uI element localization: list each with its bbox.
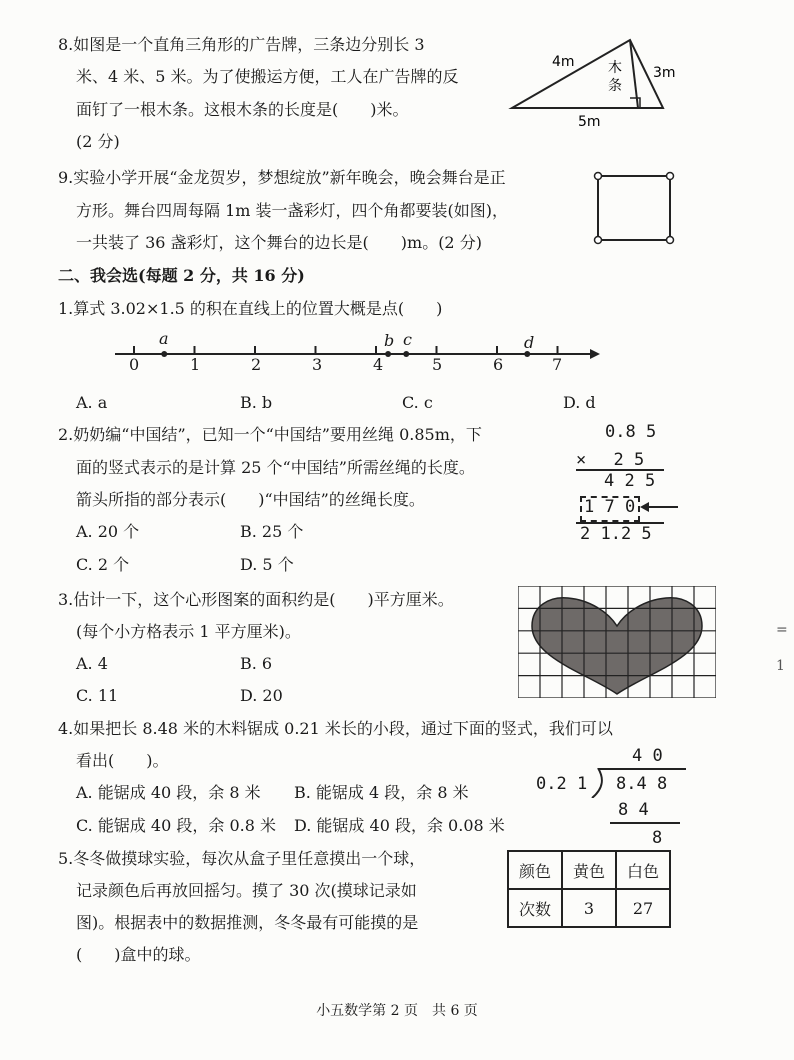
q9-line-3: 一共装了 36 盏彩灯，这个舞台的边长是( )m。(2 分): [76, 233, 482, 252]
c5-line-2: 记录颜色后再放回摇匀。摸了 30 次(摸球记录如: [76, 881, 417, 900]
c1-point-b: b: [384, 331, 395, 350]
c4-line-1: 4.如果把长 8.48 米的木料锯成 0.21 米长的小段，通过下面的竖式，我们可以: [58, 719, 613, 738]
division-bracket: [590, 768, 604, 798]
c3-option-d[interactable]: D. 20: [240, 686, 283, 705]
c2-option-b[interactable]: B. 25 个: [240, 522, 304, 541]
calc-row-1: 0.8 5: [605, 422, 657, 442]
c1-stem: 1.算式 3.02×1.5 的积在直线上的位置大概是点( ): [58, 299, 443, 318]
triangle-figure: [500, 30, 700, 130]
c4-option-b[interactable]: B. 能锯成 4 段，余 8 米: [294, 783, 469, 802]
c2-line-2: 面的竖式表示的是计算 25 个“中国结”所需丝绳的长度。: [76, 458, 475, 477]
stage-square-figure: [590, 168, 680, 250]
c1-axis-label-4: 4: [373, 355, 384, 374]
number-line-point-c: [403, 351, 409, 357]
c2-option-c[interactable]: C. 2 个: [76, 555, 130, 574]
c1-axis-label-1: 1: [190, 355, 201, 374]
table-cell: 27: [616, 889, 670, 927]
multiplication-calc: [560, 420, 680, 550]
margin-mark-2: 1: [776, 658, 785, 674]
c4-line-2: 看出( )。: [76, 751, 169, 770]
table-cell: 次数: [508, 889, 562, 927]
c2-option-a[interactable]: A. 20 个: [76, 522, 140, 541]
q9-line-2: 方形。舞台四周每隔 1m 装一盏彩灯，四个角都要装(如图)，: [76, 201, 509, 220]
table-cell: 颜色: [508, 851, 562, 889]
c1-axis-label-6: 6: [493, 355, 504, 374]
c3-option-a[interactable]: A. 4: [76, 654, 108, 673]
c1-axis-label-7: 7: [552, 355, 563, 374]
q8-line-1: 8.如图是一个直角三角形的广告牌，三条边分别长 3: [58, 35, 425, 54]
c1-axis-label-3: 3: [312, 355, 323, 374]
stick-label-1: 木: [608, 60, 622, 76]
table-row: [508, 889, 670, 927]
c4-option-a[interactable]: A. 能锯成 40 段，余 8 米: [76, 783, 261, 802]
ball-record-table: [507, 850, 671, 928]
q8-line-3: 面钉了一根木条。这根木条的长度是( )米。: [76, 100, 409, 119]
c3-option-b[interactable]: B. 6: [240, 654, 273, 673]
table-cell: 黄色: [562, 851, 616, 889]
calc-row-2: × 2 5: [576, 450, 645, 470]
calc-row-3: 4 2 5: [604, 471, 656, 491]
c1-point-c: c: [403, 330, 412, 349]
subtrahend: 8 4: [618, 800, 649, 820]
c4-option-d[interactable]: D. 能锯成 40 段，余 0.08 米: [294, 816, 505, 835]
c5-line-3: 图)。根据表中的数据推测，冬冬最有可能摸的是: [76, 913, 419, 932]
page-footer: 小五数学第 2 页 共 6 页: [316, 1003, 478, 1019]
division-calc: [536, 744, 686, 852]
calc-row-5: 2 1.2 5: [580, 524, 652, 544]
c2-line-1: 2.奶奶编“中国结”，已知一个“中国结”要用丝绳 0.85m，下: [58, 425, 482, 444]
side-3m-label: 3m: [653, 65, 676, 81]
divisor: 0.2 1: [536, 774, 588, 794]
side-5m-label: 5m: [578, 114, 601, 130]
c1-axis-label-5: 5: [432, 355, 443, 374]
c2-line-3: 箭头所指的部分表示( )“中国结”的丝绳长度。: [76, 490, 425, 509]
c1-point-a: a: [159, 329, 169, 348]
c1-option-b[interactable]: B. b: [240, 393, 273, 412]
q8-line-4: (2 分): [76, 132, 120, 151]
calc-row-4: 1 7 0: [584, 497, 636, 517]
c2-option-d[interactable]: D. 5 个: [240, 555, 294, 574]
heart-grid-figure: [518, 586, 716, 698]
c5-line-4: ( )盒中的球。: [76, 945, 201, 964]
q9-line-1: 9.实验小学开展“金龙贺岁，梦想绽放”新年晚会，晚会舞台是正: [58, 168, 506, 187]
number-line: [110, 330, 610, 380]
q8-line-2: 米、4 米、5 米。为了使搬运方便，工人在广告牌的反: [76, 67, 459, 86]
c5-line-1: 5.冬冬做摸球实验，每次从盒子里任意摸出一个球，: [58, 849, 426, 868]
c1-option-a[interactable]: A. a: [76, 393, 108, 412]
c1-option-d[interactable]: D. d: [563, 393, 596, 412]
c3-line-1: 3.估计一下，这个心形图案的面积约是( )平方厘米。: [58, 590, 454, 609]
c3-line-2: (每个小方格表示 1 平方厘米)。: [76, 622, 301, 641]
number-line-point-a: [161, 351, 167, 357]
table-cell: 白色: [616, 851, 670, 889]
margin-mark-1: =: [776, 622, 788, 638]
side-4m-label: 4m: [552, 54, 575, 70]
table-row: [508, 851, 670, 889]
remainder: 8: [652, 828, 663, 848]
table-cell: 3: [562, 889, 616, 927]
stick-label-2: 条: [608, 78, 622, 94]
section-2-title: 二、我会选(每题 2 分，共 16 分): [58, 266, 305, 285]
c1-option-c[interactable]: C. c: [402, 393, 433, 412]
quotient: 4 0: [632, 746, 663, 766]
c4-option-c[interactable]: C. 能锯成 40 段，余 0.8 米: [76, 816, 276, 835]
dividend: 8.4 8: [616, 774, 668, 794]
c1-axis-label-0: 0: [129, 355, 140, 374]
c1-axis-label-2: 2: [251, 355, 262, 374]
arrow-icon: [640, 500, 678, 514]
c1-point-d: d: [524, 333, 535, 352]
c3-option-c[interactable]: C. 11: [76, 686, 119, 705]
